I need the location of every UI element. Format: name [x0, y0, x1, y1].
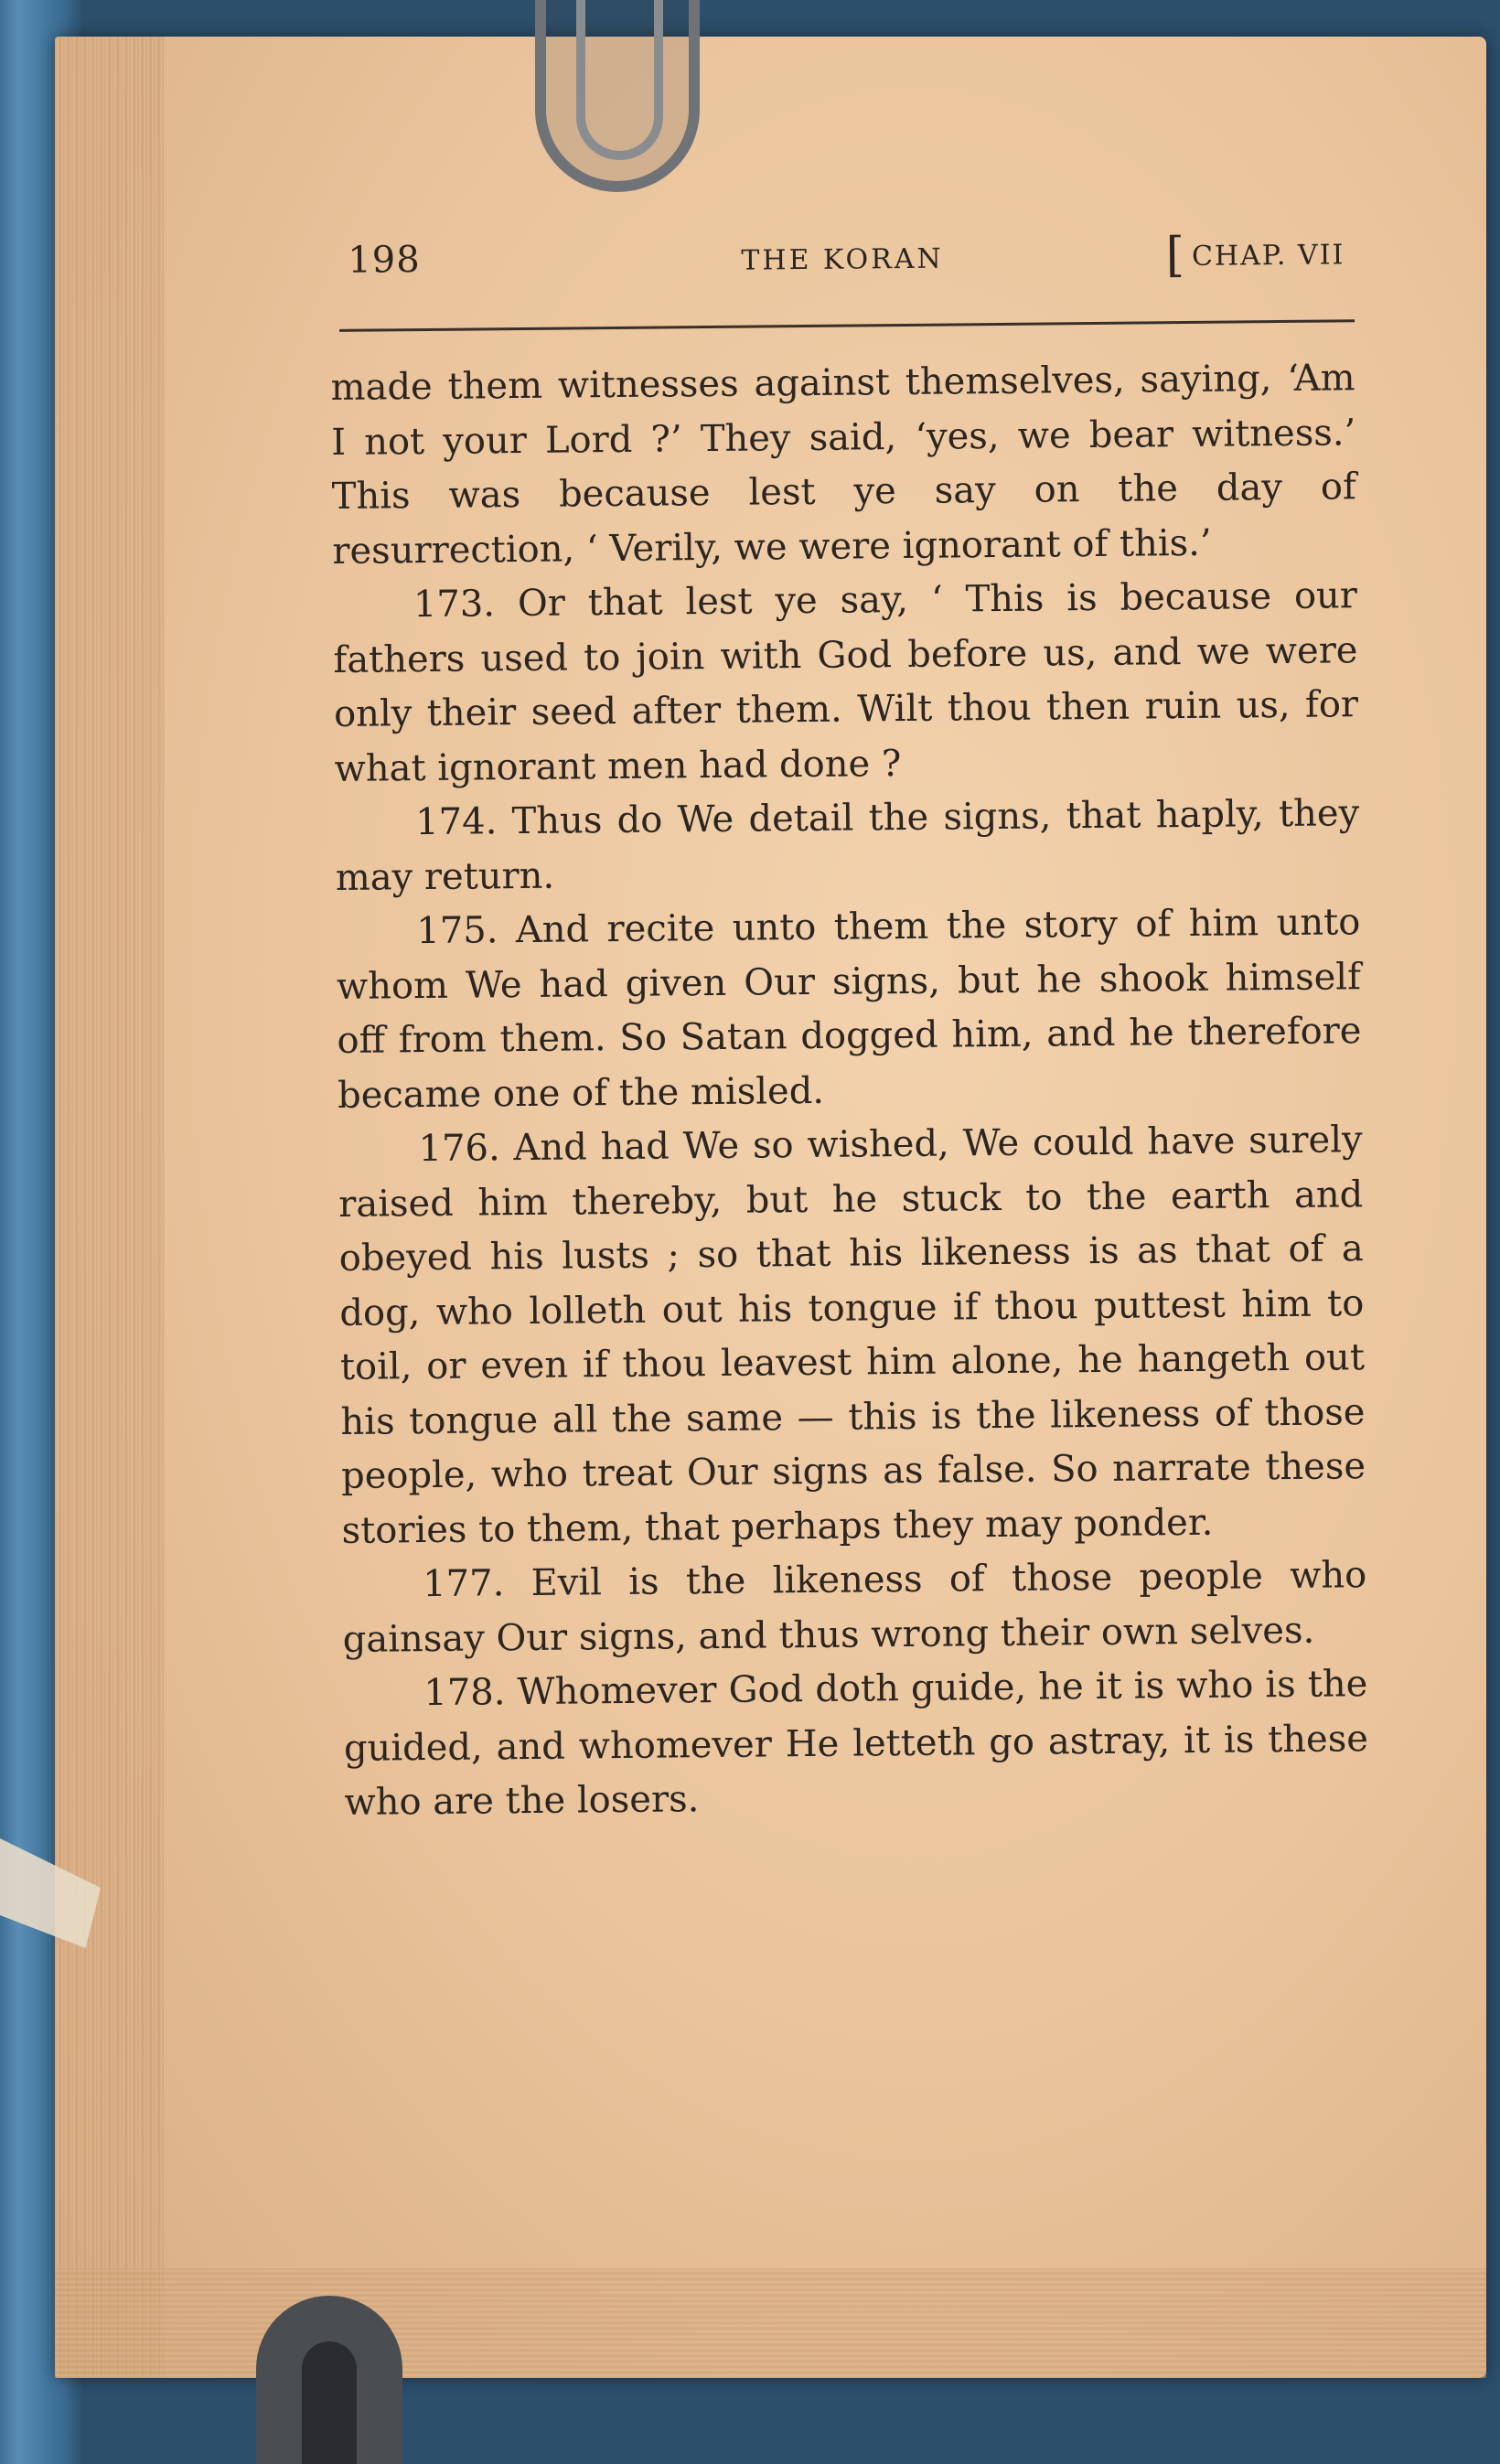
body-text: [330, 351, 1368, 1830]
chapter-label: CHAP. VII: [1191, 239, 1345, 273]
verse-177: 177. Evil is the likeness of those people who gainsay Our signs, and thus wrong their own selves.: [342, 1554, 1367, 1661]
header-rule: [339, 319, 1355, 332]
page-text-block: [329, 219, 1369, 1830]
running-head: [329, 219, 1355, 302]
verse-176: 176. And had We so wished, We could have surely raised him thereby, but he stuck to the earth and obeyed his lusts ; so that his likeness is as that of a dog, who lolleth out his tongue if thou puttest him to toil, or even if thou leavest him alone, he hangeth out his tongue all the same — this is the likeness of those people, who treat Our signs as false. So narrate these stories to them, that perhaps they may ponder.: [338, 1119, 1366, 1552]
chapter-reference: [1165, 226, 1345, 283]
chapter-bracket: [: [1165, 228, 1187, 284]
page-number: 198: [348, 239, 421, 282]
page-edges: [55, 37, 165, 2378]
verse-175: 175. And recite unto them the story of him unto whom We had given Our signs, but he shook himself off from them. So Satan dogged him, and he therefore became one of the misled.: [336, 901, 1362, 1117]
verse-173: 173. Or that lest ye say, ‘ This is because our fathers used to join with God before us, and we were only their seed after them. Wilt thou then ruin us, for what ignorant men had done ?: [333, 574, 1359, 790]
paragraph-continued: made them witnesses against themselves, saying, ‘Am I not your Lord ?’ They said, ‘yes, we bear witness.’ This was because lest ye say on the day of resurrection, ‘ Verily, we were ignorant of this.’: [330, 357, 1356, 573]
book-title: THE KORAN: [741, 242, 944, 277]
verse-178: 178. Whomever God doth guide, he it is who is the guided, and whomever He letteth go astray, it is these who are the losers.: [343, 1663, 1369, 1824]
verse-174: 174. Thus do We detail the signs, that haply, they may return.: [335, 792, 1360, 899]
bottom-clip-inner: [302, 2341, 357, 2464]
top-clip-inner: [576, 0, 663, 160]
